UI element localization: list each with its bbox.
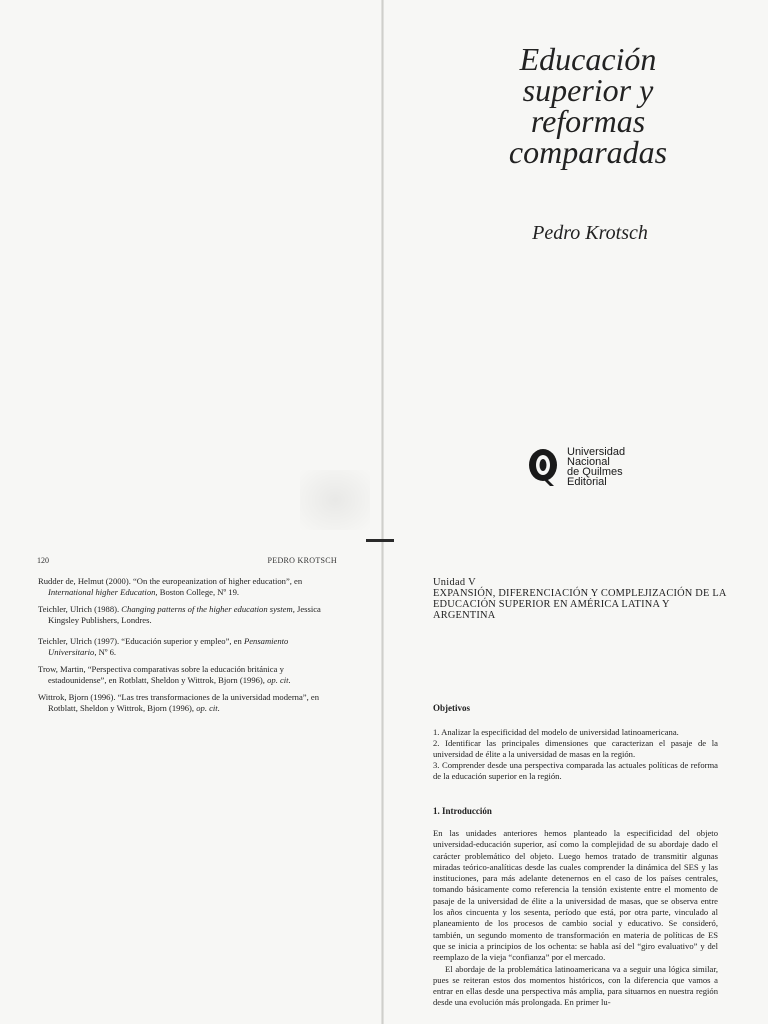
publisher-line: Universidad [567, 446, 626, 458]
objective-item: 2. Identificar las principales dimensiones que caracterizan el pasaje de la universidad de élite a la universidad de masas en la región. [433, 738, 718, 759]
page-number: 120 [37, 556, 49, 565]
ref-work-title: Pensamiento Universitario [48, 636, 289, 657]
running-head: PEDRO KROTSCH [267, 556, 337, 565]
ref-text: , Nº 6. [94, 647, 117, 657]
bibliography [38, 576, 338, 720]
objectives-heading: Objetivos [433, 703, 470, 713]
title-line: comparadas [508, 134, 668, 170]
ref-work-title: op. cit. [267, 675, 291, 685]
publisher-name [567, 447, 625, 487]
book-title [488, 41, 688, 170]
ref-work-title: op. cit. [196, 703, 220, 713]
reference-entry [38, 604, 338, 626]
ref-text: , Boston College, Nº 19. [155, 587, 240, 597]
reference-entry [38, 692, 338, 714]
ref-text: Trow, Martin, “Perspectiva comparativas sobre la educación británica y estadounidense”, en Rotblatt, Sheldon y Wittrok, Bjorn (1996), [38, 664, 284, 685]
spine-mark [366, 539, 394, 542]
ref-text: Teichler, Ulrich (1997). “Educación superior y empleo”, en [38, 636, 244, 646]
title-line: Educación [519, 41, 657, 77]
ref-work-title: Changing patterns of the higher education system [121, 604, 293, 614]
intro-body [433, 828, 718, 1009]
scan-smudge [300, 470, 370, 530]
ref-text: , Jessica Kingsley Publishers, Londres. [48, 604, 321, 625]
ref-text: Rudder de, Helmut (2000). “On the europeanization of higher education”, en [38, 576, 303, 586]
ref-text: Wittrok, Bjorn (1996). “Las tres transformaciones de la universidad moderna”, en Rotblatt, Sheldon y Wittrok, Bjorn (1996), [38, 692, 320, 713]
title-line: superior y [522, 72, 654, 108]
reference-entry [38, 576, 338, 598]
reference-entry [38, 636, 338, 658]
book-author: Pedro Krotsch [532, 222, 648, 244]
left-page-header [37, 556, 337, 568]
book-spine [381, 0, 384, 1024]
title-line: reformas [530, 103, 646, 139]
ref-work-title: International higher Education [48, 587, 156, 597]
objective-item: 1. Analizar la especificidad del modelo de universidad latinoamericana. [433, 727, 679, 737]
publisher-line: Nacional [567, 456, 610, 468]
unit-heading [433, 577, 733, 621]
publisher-line: Editorial [567, 476, 607, 488]
unit-label: Unidad V [433, 577, 476, 588]
objectives-list [433, 727, 718, 782]
reference-entry [38, 664, 338, 686]
intro-paragraph: El abordaje de la problemática latinoamericana va a seguir una lógica similar, pues se reiteran estos dos momentos históricos, con la diferencia que vamos a entrar en ellas desde una perspectiva más amplia, para situarnos en nuestra región desde una evolución más prolongada. En primer lu- [433, 963, 718, 1008]
objective-item: 3. Comprender desde una perspectiva comparada las actuales políticas de reforma de la educación superior en la región. [433, 760, 718, 781]
ref-text: Teichler, Ulrich (1988). [38, 604, 122, 614]
publisher-logo [527, 447, 647, 495]
unit-title: EXPANSIÓN, DIFERENCIACIÓN Y COMPLEJIZACIÓN DE LA EDUCACIÓN SUPERIOR EN AMÉRICA LATINA Y ARGENTINA [433, 588, 727, 621]
intro-heading: 1. Introducción [433, 806, 492, 816]
intro-paragraph: En las unidades anteriores hemos planteado la especificidad del objeto universidad-educación superior, así como la complejidad de su abordaje dado el carácter problemático del objeto. Luego hemos tratado de transmitir algunas miradas teórico-analíticas desde las cuales comprender la dinámica del SES y las instituciones, para más adelante detenernos en el caso de los países centrales, tomando básicamente como referencia la tensión existente entre el momento de pasaje de la universidad de élite a la universidad de masas, que se observa entre los años cincuenta y los sesenta, período que está, por otra parte, vinculado al planeamiento de los procesos de cambio social y educativo. Se consideró, también, un segundo momento de transformación en materia de políticas de ES que se inicia a principios de los ochenta: se habla así del “giro evaluativo” y del reemplazo de la vieja “confianza” por el mercado. [433, 828, 718, 963]
quilmes-logo-icon [527, 447, 559, 487]
publisher-line: de Quilmes [567, 466, 623, 478]
